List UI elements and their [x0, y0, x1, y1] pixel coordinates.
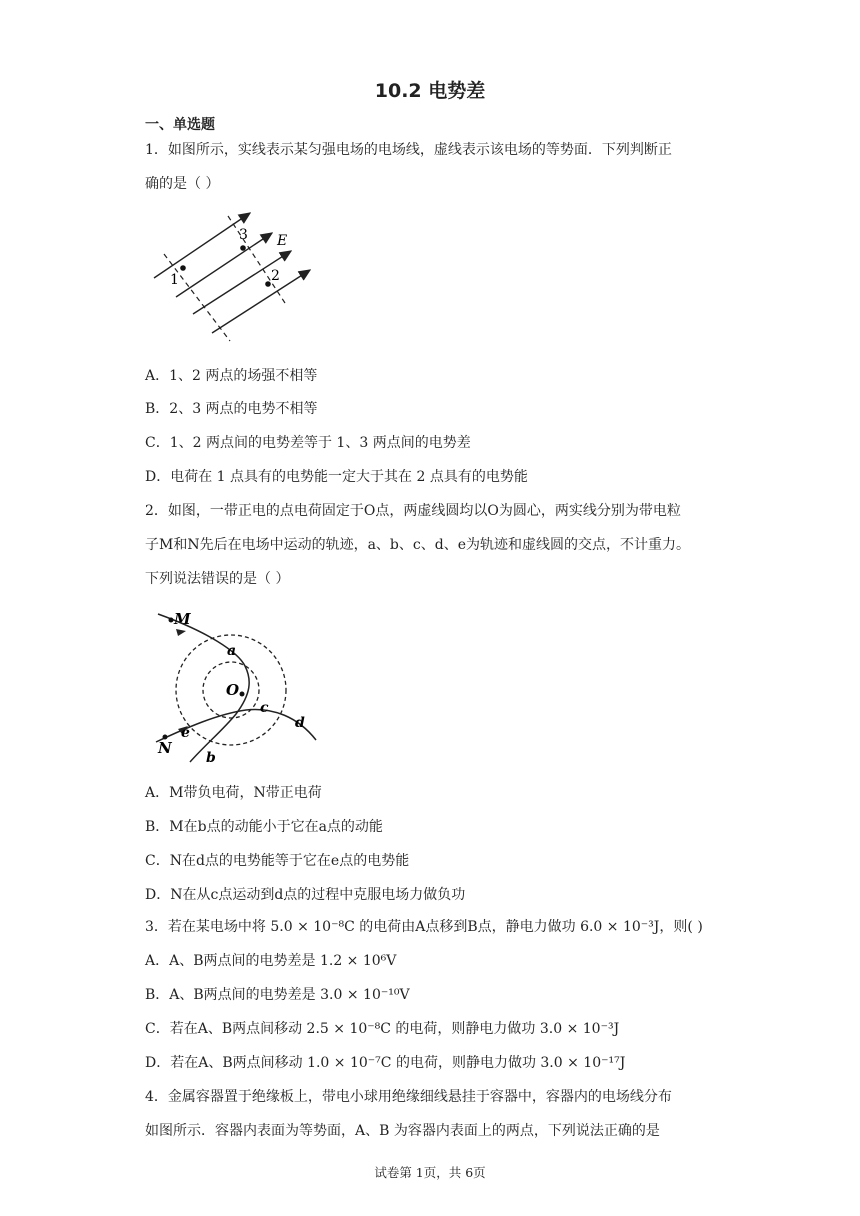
q2-label-e: e: [181, 725, 190, 741]
q1-option-c[interactable]: C．1、2 两点间的电势差等于 1、3 两点间的电势差: [145, 435, 471, 451]
q1-label-3: 3: [239, 227, 248, 243]
q2-dot-M: [169, 618, 174, 623]
q2-dot-O: [240, 692, 245, 697]
q2-label-M: M: [174, 610, 191, 628]
q1-option-b[interactable]: B．2、3 两点的电势不相等: [145, 401, 318, 417]
q1-option-d[interactable]: D．电荷在 1 点具有的电势能一定大于其在 2 点具有的电势能: [145, 469, 528, 485]
q2-arrow-M: [176, 629, 186, 636]
q2-option-d[interactable]: D．N在从c点运动到d点的过程中克服电场力做负功: [145, 887, 466, 903]
q3-option-d[interactable]: D．若在A、B两点间移动 1.0 × 10⁻⁷C 的电荷，则静电力做功 3.0 × 10⁻¹⁷J: [145, 1055, 626, 1071]
q3-option-b[interactable]: B．A、B两点间的电势差是 3.0 × 10⁻¹⁰V: [145, 987, 410, 1003]
q2-label-O: O: [226, 681, 240, 699]
q1-point-3: [240, 245, 246, 251]
q2-label-a: a: [227, 643, 237, 659]
q2-option-b[interactable]: B．M在b点的动能小于它在a点的动能: [145, 819, 383, 835]
q1-label-E: E: [277, 233, 288, 249]
q2-label-d: d: [295, 715, 305, 731]
q1-option-a[interactable]: A．1、2 两点的场强不相等: [145, 368, 318, 384]
q2-label-b: b: [206, 750, 216, 766]
q2-label-c: c: [260, 700, 269, 716]
q3-option-c[interactable]: C．若在A、B两点间移动 2.5 × 10⁻⁸C 的电荷，则静电力做功 3.0 × 10⁻³J: [145, 1021, 620, 1037]
q1-point-2: [265, 281, 271, 287]
q2-stem-line3: 下列说法错误的是（ ）: [145, 571, 290, 587]
q3-option-a[interactable]: A．A、B两点间的电势差是 1.2 × 10⁶V: [145, 953, 397, 969]
q4-stem-line1: 4．金属容器置于绝缘板上，带电小球用绝缘细线悬挂于容器中，容器内的电场线分布: [145, 1089, 672, 1105]
q1-field-figure: [148, 208, 318, 343]
q1-stem-line1: 1．如图所示，实线表示某匀强电场的电场线，虚线表示该电场的等势面．下列判断正: [145, 142, 672, 158]
q1-label-2: 2: [271, 268, 280, 284]
q1-stem-line2: 确的是（ ）: [145, 176, 220, 192]
page-footer: 试卷第 1页，共 6页: [374, 1165, 486, 1180]
q1-point-1: [180, 265, 186, 271]
section-heading: 一、单选题: [145, 117, 215, 133]
q1-equipotential-lines: [164, 216, 288, 341]
q3-stem: 3．若在某电场中将 5.0 × 10⁻⁸C 的电荷由A点移到B点，静电力做功 6.0 × 10⁻³J，则( ): [145, 919, 703, 935]
q2-stem-line2: 子M和N先后在电场中运动的轨迹，a、b、c、d、e为轨迹和虚线圆的交点，不计重力。: [145, 537, 690, 553]
q2-option-a[interactable]: A．M带负电荷，N带正电荷: [145, 785, 322, 801]
q2-trajectory-figure: [148, 602, 323, 767]
q1-label-1: 1: [170, 272, 179, 288]
q4-stem-line2: 如图所示．容器内表面为等势面，A、B 为容器内表面上的两点，下列说法正确的是: [145, 1123, 660, 1139]
q2-option-c[interactable]: C．N在d点的电势能等于它在e点的电势能: [145, 853, 410, 869]
q2-stem-line1: 2．如图，一带正电的点电荷固定于O点，两虚线圆均以O为圆心，两实线分别为带电粒: [145, 503, 681, 519]
document-title: 10.2 电势差: [374, 80, 486, 102]
q2-label-N: N: [158, 739, 172, 757]
